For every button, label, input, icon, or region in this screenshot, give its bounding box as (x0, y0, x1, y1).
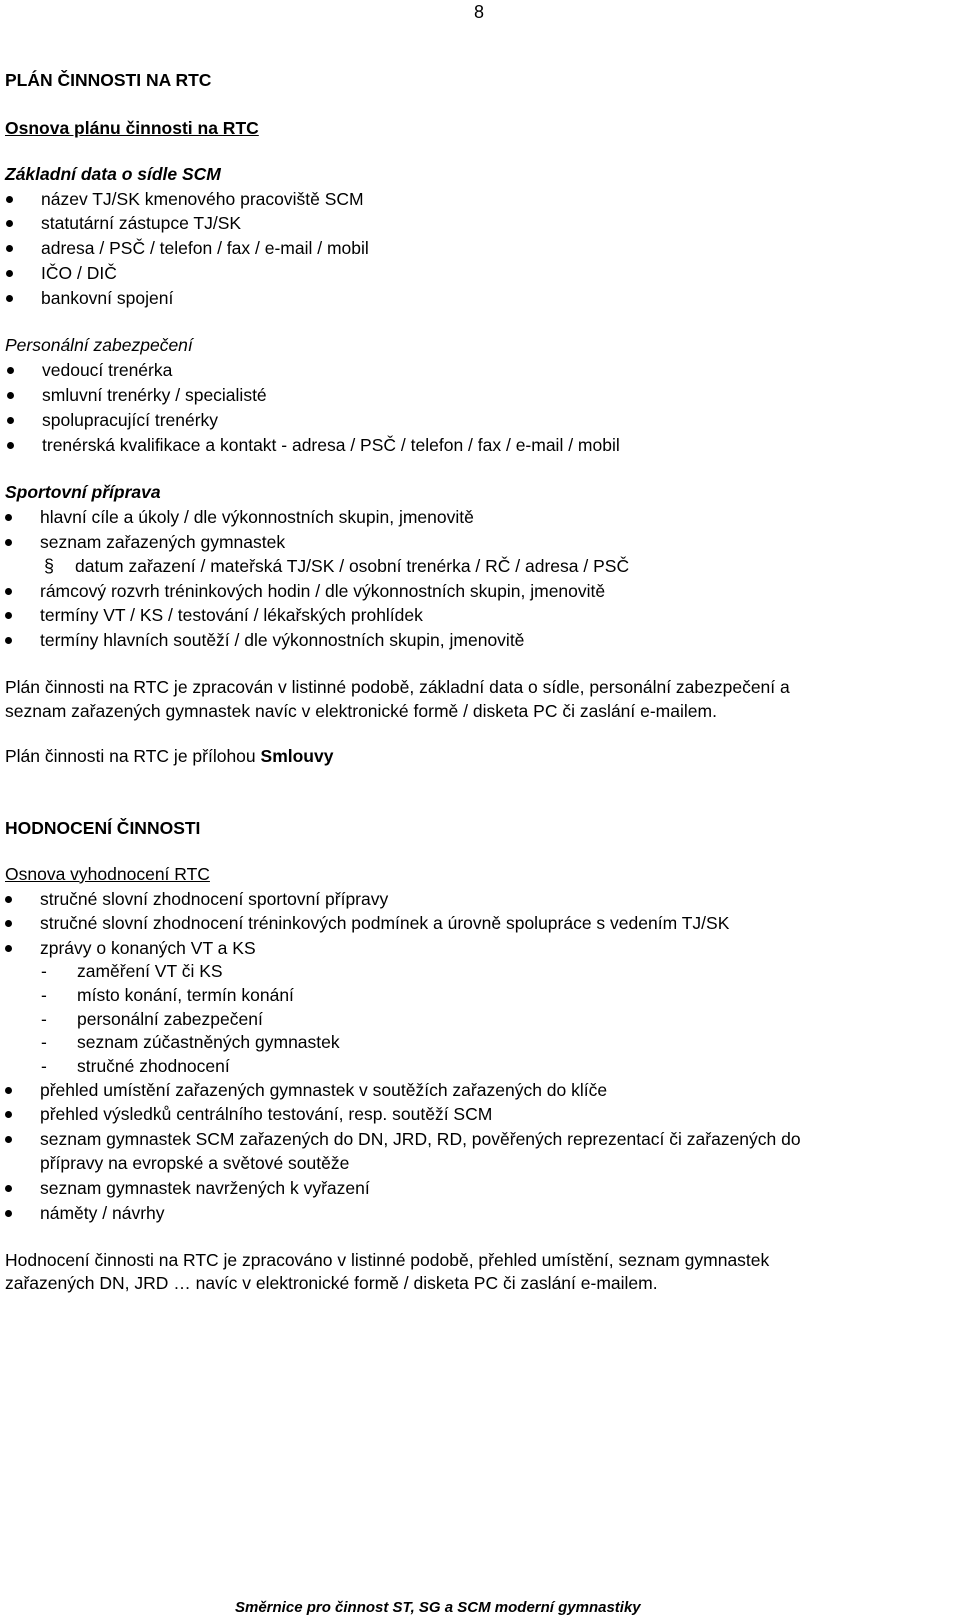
page-number: 8 (474, 2, 485, 22)
list-item: smluvní trenérky / specialisté (42, 385, 267, 405)
list-item: rámcový rozvrh tréninkových hodin / dle výkonnostních skupin, jmenovitě (40, 581, 605, 601)
plan-outline-title: Osnova plánu činnosti na RTC (5, 118, 259, 138)
bullet-icon (6, 220, 13, 227)
plan-heading: PLÁN ČINNOSTI NA RTC (5, 70, 212, 90)
bullet-icon (5, 1111, 12, 1118)
bullet-icon (6, 196, 13, 203)
evaluation-heading: HODNOCENÍ ČINNOSTI (5, 818, 201, 838)
basic-data-title: Základní data o sídle SCM (5, 164, 221, 184)
section-sign-icon: § (44, 556, 55, 576)
list-item: seznam zařazených gymnastek (40, 532, 285, 552)
list-item: bankovní spojení (41, 288, 173, 308)
list-item: statutární zástupce TJ/SK (41, 213, 241, 233)
plan-attachment-note: Plán činnosti na RTC je přílohou Smlouvy (5, 746, 334, 766)
list-item: stručné slovní zhodnocení tréninkových podmínek a úrovně spolupráce s vedením TJ/SK (40, 913, 729, 933)
list-item: - stručné zhodnocení (41, 1056, 230, 1076)
bullet-icon (6, 245, 13, 252)
list-item: § datum zařazení / mateřská TJ/SK / osobní trenérka / RČ / adresa / PSČ (44, 556, 630, 576)
bullet-icon (5, 1087, 12, 1094)
list-item: stručné slovní zhodnocení sportovní přípravy (40, 889, 388, 909)
plan-paragraph-line: Plán činnosti na RTC je zpracován v listinné podobě, základní data o sídle, personální zabezpečení a (5, 677, 790, 697)
bullet-icon (5, 1136, 12, 1143)
list-item: zprávy o konaných VT a KS (40, 938, 256, 958)
list-item: - seznam zúčastněných gymnastek (41, 1032, 340, 1052)
bullet-icon (5, 945, 12, 952)
personnel-title: Personální zabezpečení (5, 335, 193, 355)
list-item: termíny VT / KS / testování / lékařských prohlídek (40, 605, 423, 625)
bullet-icon (5, 637, 12, 644)
bullet-icon (5, 920, 12, 927)
bullet-icon (5, 612, 12, 619)
bullet-icon (5, 1210, 12, 1217)
list-item: - zaměření VT či KS (41, 961, 223, 981)
bullet-icon (5, 896, 12, 903)
bullet-icon (7, 417, 14, 424)
list-item: spolupracující trenérky (42, 410, 218, 430)
bullet-icon (5, 1185, 12, 1192)
plan-paragraph-line: seznam zařazených gymnastek navíc v elektronické formě / disketa PC či zaslání e-mailem. (5, 701, 717, 721)
bullet-icon (7, 367, 14, 374)
list-item: - personální zabezpečení (41, 1009, 263, 1029)
bullet-icon (6, 270, 13, 277)
list-item: vedoucí trenérka (42, 360, 172, 380)
bullet-icon (5, 539, 12, 546)
evaluation-outline-title: Osnova vyhodnocení RTC (5, 864, 210, 884)
sport-title: Sportovní příprava (5, 482, 161, 502)
list-item: seznam gymnastek navržených k vyřazení (40, 1178, 370, 1198)
list-item: seznam gymnastek SCM zařazených do DN, JRD, RD, pověřených reprezentací či zařazených do (40, 1129, 801, 1149)
list-item: název TJ/SK kmenového pracoviště SCM (41, 189, 364, 209)
list-item: trenérská kvalifikace a kontakt - adresa / PSČ / telefon / fax / e-mail / mobil (42, 435, 620, 455)
bullet-icon (7, 392, 14, 399)
list-item: přehled umístění zařazených gymnastek v soutěžích zařazených do klíče (40, 1080, 607, 1100)
list-item: termíny hlavních soutěží / dle výkonnostních skupin, jmenovitě (40, 630, 524, 650)
evaluation-paragraph-line: Hodnocení činnosti na RTC je zpracováno v listinné podobě, přehled umístění, seznam gymnastek (5, 1250, 770, 1270)
bullet-icon (5, 588, 12, 595)
evaluation-paragraph-line: zařazených DN, JRD … navíc v elektronické formě / disketa PC či zaslání e-mailem. (5, 1273, 658, 1293)
list-item-continuation: přípravy na evropské a světové soutěže (40, 1153, 350, 1173)
list-item: náměty / návrhy (40, 1203, 165, 1223)
bullet-icon (6, 295, 13, 302)
page-footer: Směrnice pro činnost ST, SG a SCM moderní gymnastiky (235, 1599, 641, 1616)
bullet-icon (5, 514, 12, 521)
list-item: - místo konání, termín konání (41, 985, 294, 1005)
bullet-icon (7, 442, 14, 449)
list-item: přehled výsledků centrálního testování, resp. soutěží SCM (40, 1104, 492, 1124)
list-item: IČO / DIČ (41, 263, 117, 283)
list-item: hlavní cíle a úkoly / dle výkonnostních skupin, jmenovitě (40, 507, 474, 527)
list-item: adresa / PSČ / telefon / fax / e-mail / mobil (41, 238, 369, 258)
